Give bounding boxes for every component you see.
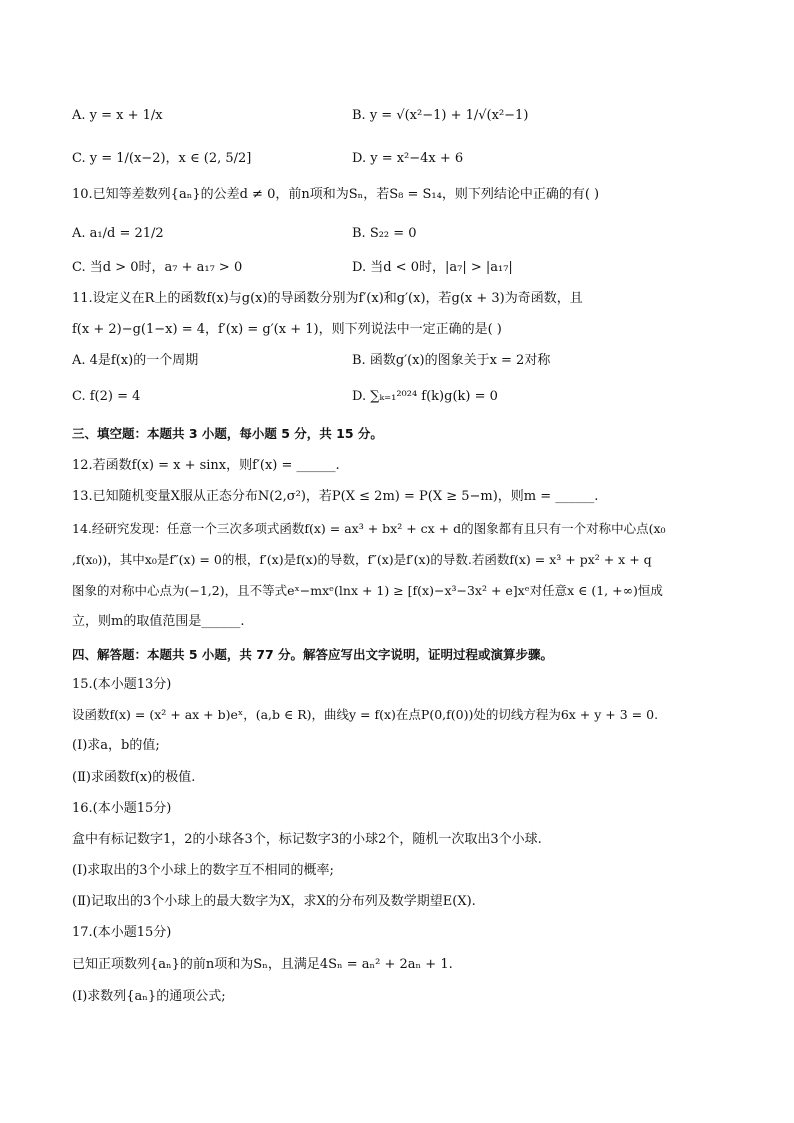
q14-line1: 14.经研究发现：任意一个三次多项式函数f(x) = ax³ + bx² + cx + d的图象都有且只有一个对称中心点(x₀ xyxy=(72,521,666,536)
q10-stem: 10.已知等差数列{aₙ}的公差d ≠ 0，前n项和为Sₙ，若S₈ = S₁₄，则下列结论中正确的有( ) xyxy=(72,187,600,202)
q11-option-a: A. 4是f(x)的一个周期 xyxy=(72,353,199,368)
q9-option-a: A. y = x + 1/x xyxy=(72,108,163,123)
section-4-heading: 四、解答题：本题共 5 小题，共 77 分。解答应写出文字说明，证明过程或演算步骤。 xyxy=(72,647,554,662)
q9-option-d: D. y = x²−4x + 6 xyxy=(352,151,464,166)
q14-line4: 立，则m的取值范围是______. xyxy=(72,614,245,629)
q15-part-1: (Ⅰ)求a，b的值; xyxy=(72,738,160,753)
q9-option-b: B. y = √(x²−1) + 1/√(x²−1) xyxy=(352,108,529,123)
q16-part-1: (Ⅰ)求取出的3个小球上的数字互不相同的概率; xyxy=(72,863,334,878)
q17-stem: 已知正项数列{aₙ}的前n项和为Sₙ，且满足4Sₙ = aₙ² + 2aₙ + 1. xyxy=(72,957,453,972)
q16-heading: 16.(本小题15分) xyxy=(72,801,172,816)
q11-option-b: B. 函数g′(x)的图象关于x = 2对称 xyxy=(352,353,551,368)
section-3-heading: 三、填空题：本题共 3 小题，每小题 5 分，共 15 分。 xyxy=(72,426,383,441)
q17-part-1: (Ⅰ)求数列{aₙ}的通项公式; xyxy=(72,989,226,1004)
q10-option-c: C. 当d > 0时，a₇ + a₁₇ > 0 xyxy=(72,260,243,275)
q15-part-2: (Ⅱ)求函数f(x)的极值. xyxy=(72,770,196,785)
q10-option-d: D. 当d < 0时，|a₇| > |a₁₇| xyxy=(352,260,513,275)
q11-option-d: D. ∑ₖ₌₁²⁰²⁴ f(k)g(k) = 0 xyxy=(352,389,498,404)
q12: 12.若函数f(x) = x + sinx，则f′(x) = ______. xyxy=(72,458,340,473)
q16-part-2: (Ⅱ)记取出的3个小球上的最大数字为X，求X的分布列及数学期望E(X). xyxy=(72,894,476,909)
q16-stem: 盒中有标记数字1，2的小球各3个，标记数字3的小球2个，随机一次取出3个小球. xyxy=(72,832,542,847)
q9-option-c: C. y = 1/(x−2)，x ∈ (2, 5/2] xyxy=(72,151,252,166)
q11-option-c: C. f(2) = 4 xyxy=(72,389,141,404)
q10-option-a: A. a₁/d = 21/2 xyxy=(72,226,164,241)
q17-heading: 17.(本小题15分) xyxy=(72,925,172,940)
q15-stem: 设函数f(x) = (x² + ax + b)eˣ，(a,b ∈ R)，曲线y = f(x)在点P(0,f(0))处的切线方程为6x + y + 3 = 0. xyxy=(72,707,659,722)
q13: 13.已知随机变量X服从正态分布N(2,σ²)，若P(X ≤ 2m) = P(X ≥ 5−m)，则m = ______. xyxy=(72,489,599,504)
q10-option-b: B. S₂₂ = 0 xyxy=(352,226,417,241)
q11-stem-line2: f(x + 2)−g(1−x) = 4，f′(x) = g′(x + 1)，则下列说法中一定正确的是( ) xyxy=(72,322,502,337)
q15-heading: 15.(本小题13分) xyxy=(72,677,172,692)
q11-stem-line1: 11.设定义在R上的函数f(x)与g(x)的导函数分别为f′(x)和g′(x)，若g(x + 3)为奇函数，且 xyxy=(72,291,583,306)
q14-line2: ,f(x₀))，其中x₀是f″(x) = 0的根，f′(x)是f(x)的导数，f″(x)是f′(x)的导数.若函数f(x) = x³ + px² + x + q xyxy=(72,552,652,567)
q14-line3: 图象的对称中心点为(−1,2)，且不等式eˣ−mxᵉ(lnx + 1) ≥ [f(x)−x³−3x² + e]xᵉ对任意x ∈ (1, +∞)恒成 xyxy=(72,583,663,598)
